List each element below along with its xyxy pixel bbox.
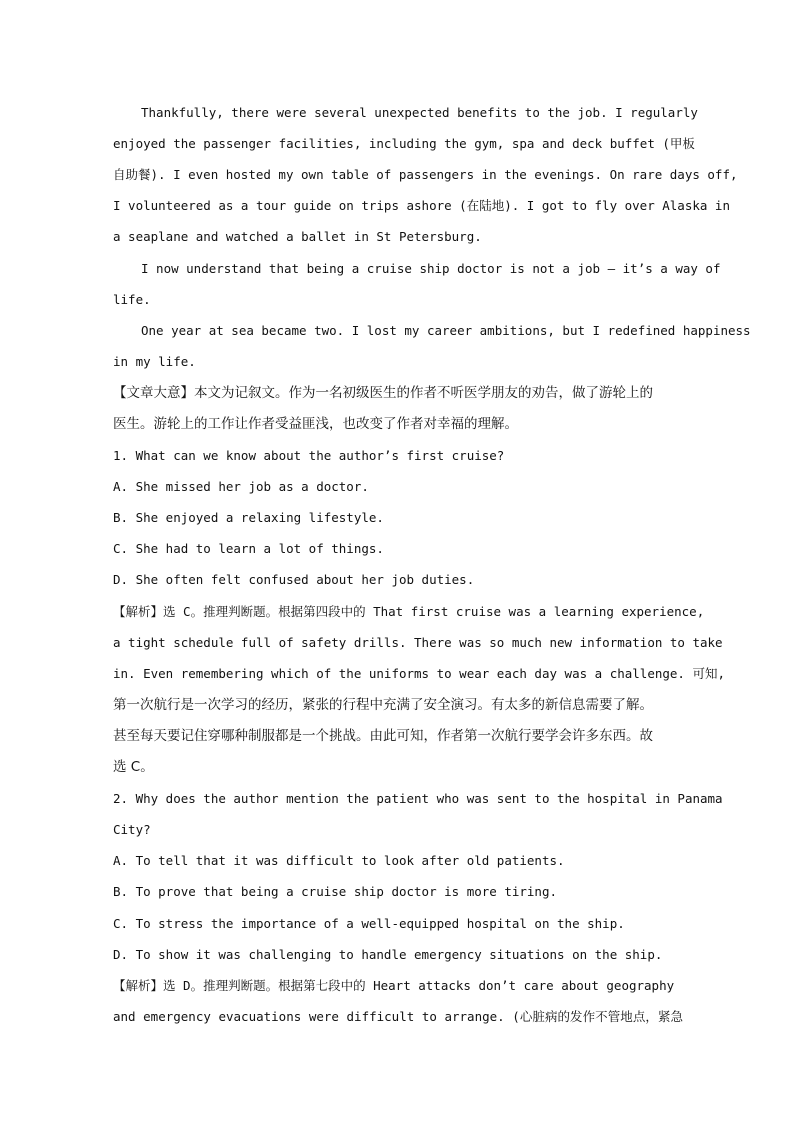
analysis-line: 选 C。 — [113, 759, 154, 775]
option-d: D. To show it was challenging to handle emergency situations on the ship. — [113, 947, 663, 962]
passage-line: One year at sea became two. I lost my career ambitions, but I redefined happiness — [141, 323, 751, 338]
passage-line: I now understand that being a cruise ship doctor is not a job — it’s a way of — [141, 261, 721, 276]
option-a: A. She missed her job as a doctor. — [113, 479, 369, 494]
summary-line — [113, 383, 683, 403]
analysis-tag: 【解析】 — [113, 978, 164, 993]
analysis-line: in. Even remembering which of the uniforms to wear each day was a challenge. 可知, — [113, 666, 725, 681]
passage-line: Thankfully, there were several unexpected benefits to the job. I regularly — [141, 105, 698, 120]
option-a: A. To tell that it was difficult to look after old patients. — [113, 853, 565, 868]
analysis-line: a tight schedule full of safety drills. There was so much new information to take — [113, 635, 723, 650]
analysis-line: 第一次航行是一次学习的经历，紧张的行程中充满了安全演习。有太多的新信息需要了解。 — [113, 697, 653, 713]
passage-line: in my life. — [113, 354, 196, 369]
question-stem: 2. Why does the author mention the patient who was sent to the hospital in Panama — [113, 791, 723, 806]
option-c: C. She had to learn a lot of things. — [113, 541, 384, 556]
question-stem: City? — [113, 822, 151, 837]
option-b: B. She enjoyed a relaxing lifestyle. — [113, 510, 384, 525]
analysis-text: 选 D。推理判断题。根据第七段中的 Heart attacks don’t care about geography — [163, 978, 675, 993]
question-stem: 1. What can we know about the author’s first cruise? — [113, 448, 505, 463]
passage-line: 自助餐). I even hosted my own table of passengers in the evenings. On rare days off, — [113, 167, 738, 182]
analysis-text: 选 C。推理判断题。根据第四段中的 That first cruise was a learning experience, — [163, 604, 705, 619]
passage-line: I volunteered as a tour guide on trips ashore (在陆地). I got to fly over Alaska in — [113, 198, 730, 213]
passage-line: a seaplane and watched a ballet in St Petersburg. — [113, 229, 482, 244]
analysis-line: and emergency evacuations were difficult to arrange. (心脏病的发作不管地点，紧急 — [113, 1009, 683, 1024]
analysis-line — [113, 976, 683, 996]
summary-text: 本文为记叙文。作为一名初级医生的作者不听医学朋友的劝告，做了游轮上的 — [194, 385, 653, 401]
analysis-tag: 【解析】 — [113, 604, 164, 619]
passage-line: enjoyed the passenger facilities, including the gym, spa and deck buffet (甲板 — [113, 136, 695, 151]
summary-tag: 【文章大意】 — [113, 385, 194, 401]
option-b: B. To prove that being a cruise ship doctor is more tiring. — [113, 884, 558, 899]
passage-line: life. — [113, 292, 151, 307]
option-c: C. To stress the importance of a well-equipped hospital on the ship. — [113, 916, 625, 931]
analysis-line — [113, 602, 705, 622]
analysis-line: 甚至每天要记住穿哪种制服都是一个挑战。由此可知，作者第一次航行要学会许多东西。故 — [113, 728, 653, 744]
summary-line: 医生。游轮上的工作让作者受益匪浅，也改变了作者对幸福的理解。 — [113, 416, 518, 432]
option-d: D. She often felt confused about her job duties. — [113, 572, 475, 587]
